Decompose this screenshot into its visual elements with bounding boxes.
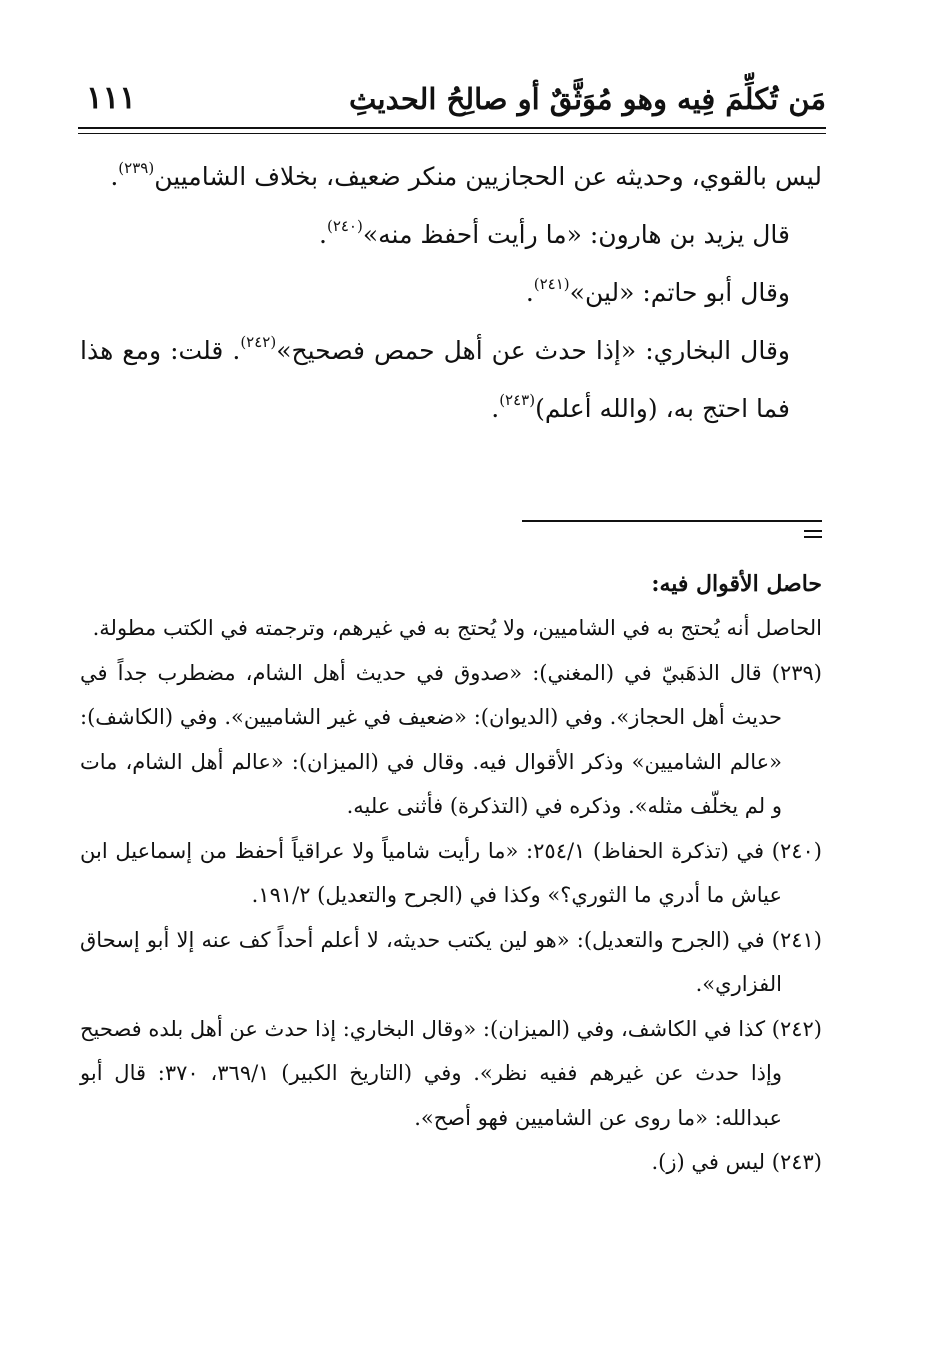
footnotes-section [80, 562, 822, 1185]
paragraph-4-middle: . قلت: ومع هذا فما احتج به، (والله أعلم) [80, 336, 790, 423]
main-body-text [80, 148, 822, 438]
header-rule-thick [78, 127, 826, 129]
footnote-241: (٢٤١) في (الجرح والتعديل): «هو لين يكتب حديثه، لا أعلم أحداً كف عنه إلا أبو إسحاق الفزاري». [80, 927, 822, 996]
footnote-separator [522, 520, 822, 522]
footnotes-summary: الحاصل أنه يُحتج به في الشاميين، ولا يُحتج به في غيرهم، وترجمته في الكتب مطولة. [92, 616, 822, 640]
paragraph-4-end: . [491, 394, 500, 423]
paragraph-1 [80, 148, 822, 206]
page-header [78, 78, 826, 128]
paragraph-1-text: ليس بالقوي، وحديثه عن الحجازيين منكر ضعيف، بخلاف الشاميين [154, 162, 822, 191]
paragraph-2-end: . [319, 220, 327, 249]
footnote-ref-241: (٢٤١) [533, 275, 570, 293]
paragraph-4-text: وقال البخاري: «إذا حدث عن أهل حمص فصحيح» [276, 336, 790, 365]
footnotes-heading: حاصل الأقوال فيه: [651, 571, 822, 597]
running-title: مَن تُكلِّمَ فِيه وهو مُوَثَّقٌ أو صالِحُ الحديثِ [349, 82, 826, 116]
paragraph-3-text: وقال أبو حاتم: «لين» [569, 278, 790, 307]
footnote-242: (٢٤٢) كذا في الكاشف، وفي (الميزان): «وقال البخاري: إذا حدث عن أهل بلده فصحيح وإذا حدث عن غيرهم ففيه نظر». وفي (التاريخ الكبير) ٣٦٩/١، ٣٧٠: قال أبو عبدالله: «ما روى عن الشاميين فهو أصح». [80, 1016, 822, 1130]
paragraph-3-end: . [525, 278, 534, 307]
footnote-240: (٢٤٠) في (تذكرة الحفاظ) ٢٥٤/١: «ما رأيت شامياً ولا عراقياً أحفظ من إسماعيل ابن عياش ما أدري ما الثوري؟» وكذا في (الجرح والتعديل) ١٩١/٢. [80, 838, 822, 907]
paragraph-3 [80, 264, 822, 322]
footnote-ref-240: (٢٤٠) [326, 217, 363, 235]
footnote-239: (٢٣٩) قال الذهَبيّ في (المغني): «صدوق في حديث أهل الشام، مضطرب جداً في حديث أهل الحجاز». وفي (الديوان): «ضعيف في غير الشاميين». وفي (الكاشف): «عالم الشاميين» وذكر الأقوال فيه. وقال في (الميزان): «عالم أهل الشام، مات و لم يخلّف مثله». وذكره في (التذكرة) فأثنى عليه. [80, 660, 822, 818]
footnote-ref-243: (٢٤٣) [499, 391, 536, 409]
continuation-mark [804, 530, 822, 540]
footnote-ref-242: (٢٤٢) [240, 333, 277, 351]
paragraph-2-text: قال يزيد بن هارون: «ما رأيت أحفظ منه» [362, 220, 790, 249]
paragraph-4 [80, 322, 822, 438]
paragraph-2 [80, 206, 822, 264]
page-number: ١١١ [86, 80, 136, 116]
footnote-243: (٢٤٣) ليس في (ز). [651, 1150, 822, 1174]
header-rule-thin [78, 133, 826, 134]
footnote-ref-239: (٢٣٩) [118, 159, 155, 177]
paragraph-1-end: . [110, 162, 119, 191]
